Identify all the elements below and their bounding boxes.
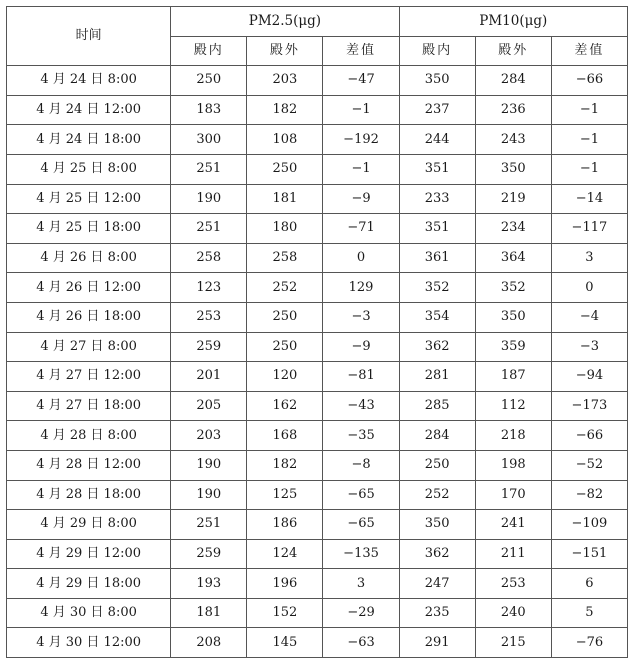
- pm10-outside-cell: 187: [475, 362, 551, 392]
- pm25-outside-header: 殿外: [247, 36, 323, 66]
- pm10-diff-cell: −109: [551, 510, 627, 540]
- pm25-inside-cell: 203: [171, 421, 247, 451]
- pm10-inside-header: 殿内: [399, 36, 475, 66]
- pm25-diff-cell: 3: [323, 569, 399, 599]
- pm10-group-header: PM10(μg): [399, 7, 627, 37]
- pm25-outside-cell: 152: [247, 598, 323, 628]
- pm10-outside-cell: 359: [475, 332, 551, 362]
- pm10-diff-cell: −66: [551, 421, 627, 451]
- pm10-inside-cell: 350: [399, 510, 475, 540]
- pm10-inside-cell: 250: [399, 450, 475, 480]
- pm10-diff-cell: −66: [551, 66, 627, 96]
- time-cell: 4 月 24 日 8:00: [7, 66, 171, 96]
- pm10-outside-cell: 364: [475, 243, 551, 273]
- pm25-inside-cell: 190: [171, 184, 247, 214]
- pm25-outside-cell: 203: [247, 66, 323, 96]
- time-cell: 4 月 30 日 12:00: [7, 628, 171, 658]
- pm10-inside-cell: 291: [399, 628, 475, 658]
- table-row: [7, 569, 628, 599]
- pm25-outside-cell: 120: [247, 362, 323, 392]
- pm25-outside-cell: 250: [247, 154, 323, 184]
- pm25-inside-cell: 193: [171, 569, 247, 599]
- pm10-outside-cell: 352: [475, 273, 551, 303]
- table-row: [7, 391, 628, 421]
- time-cell: 4 月 26 日 12:00: [7, 273, 171, 303]
- pm10-inside-cell: 233: [399, 184, 475, 214]
- pm25-outside-cell: 182: [247, 95, 323, 125]
- pm25-inside-cell: 251: [171, 510, 247, 540]
- pm25-inside-cell: 190: [171, 480, 247, 510]
- pm10-outside-cell: 219: [475, 184, 551, 214]
- pm10-diff-cell: −1: [551, 154, 627, 184]
- pm10-outside-cell: 236: [475, 95, 551, 125]
- pm10-inside-cell: 281: [399, 362, 475, 392]
- pm25-outside-cell: 181: [247, 184, 323, 214]
- pm25-outside-cell: 250: [247, 302, 323, 332]
- table-row: [7, 243, 628, 273]
- time-cell: 4 月 29 日 12:00: [7, 539, 171, 569]
- pm25-group-header: PM2.5(μg): [171, 7, 399, 37]
- pm10-diff-cell: −173: [551, 391, 627, 421]
- pm25-diff-cell: 0: [323, 243, 399, 273]
- table-body: [7, 66, 628, 658]
- pm25-outside-cell: 252: [247, 273, 323, 303]
- pm25-outside-cell: 145: [247, 628, 323, 658]
- pm10-outside-cell: 350: [475, 154, 551, 184]
- pm25-outside-cell: 250: [247, 332, 323, 362]
- pm10-outside-cell: 218: [475, 421, 551, 451]
- pm10-inside-cell: 252: [399, 480, 475, 510]
- pm25-diff-cell: −1: [323, 95, 399, 125]
- pm25-outside-cell: 258: [247, 243, 323, 273]
- pm10-outside-cell: 284: [475, 66, 551, 96]
- pm25-outside-cell: 182: [247, 450, 323, 480]
- header-row-groups: [7, 7, 628, 37]
- pm25-inside-cell: 259: [171, 539, 247, 569]
- table-row: [7, 421, 628, 451]
- pm25-diff-cell: −135: [323, 539, 399, 569]
- pm25-inside-header: 殿内: [171, 36, 247, 66]
- table-row: [7, 539, 628, 569]
- pm10-outside-cell: 253: [475, 569, 551, 599]
- pm25-diff-cell: −35: [323, 421, 399, 451]
- table-row: [7, 154, 628, 184]
- time-cell: 4 月 27 日 18:00: [7, 391, 171, 421]
- table-row: [7, 480, 628, 510]
- table-header: [7, 7, 628, 66]
- pm25-outside-cell: 186: [247, 510, 323, 540]
- pm25-diff-cell: −1: [323, 154, 399, 184]
- pm25-inside-cell: 201: [171, 362, 247, 392]
- pm25-diff-cell: −192: [323, 125, 399, 155]
- pm10-inside-cell: 352: [399, 273, 475, 303]
- pm10-outside-cell: 243: [475, 125, 551, 155]
- pm25-inside-cell: 123: [171, 273, 247, 303]
- pm10-inside-cell: 354: [399, 302, 475, 332]
- table-row: [7, 450, 628, 480]
- pm10-inside-cell: 284: [399, 421, 475, 451]
- pm10-inside-cell: 237: [399, 95, 475, 125]
- table-row: [7, 214, 628, 244]
- pm25-outside-cell: 108: [247, 125, 323, 155]
- pm10-diff-cell: 6: [551, 569, 627, 599]
- pm10-inside-cell: 350: [399, 66, 475, 96]
- pm25-outside-cell: 180: [247, 214, 323, 244]
- pm10-diff-cell: −94: [551, 362, 627, 392]
- table-row: [7, 332, 628, 362]
- time-column-header: 时间: [7, 7, 171, 66]
- table-row: [7, 628, 628, 658]
- time-cell: 4 月 30 日 8:00: [7, 598, 171, 628]
- pm25-diff-cell: −9: [323, 184, 399, 214]
- pm10-outside-cell: 211: [475, 539, 551, 569]
- pm10-diff-cell: −3: [551, 332, 627, 362]
- time-cell: 4 月 27 日 8:00: [7, 332, 171, 362]
- pm10-outside-header: 殿外: [475, 36, 551, 66]
- pm10-outside-cell: 112: [475, 391, 551, 421]
- pm25-inside-cell: 253: [171, 302, 247, 332]
- time-cell: 4 月 25 日 18:00: [7, 214, 171, 244]
- pm10-diff-cell: 5: [551, 598, 627, 628]
- pm25-inside-cell: 208: [171, 628, 247, 658]
- pm10-outside-cell: 215: [475, 628, 551, 658]
- pm10-outside-cell: 234: [475, 214, 551, 244]
- pm10-inside-cell: 361: [399, 243, 475, 273]
- pm10-diff-header: 差值: [551, 36, 627, 66]
- pm25-diff-cell: −3: [323, 302, 399, 332]
- pm25-inside-cell: 258: [171, 243, 247, 273]
- pm10-inside-cell: 351: [399, 154, 475, 184]
- pm25-diff-cell: −29: [323, 598, 399, 628]
- table-row: [7, 510, 628, 540]
- pm10-diff-cell: −4: [551, 302, 627, 332]
- pm25-diff-cell: −47: [323, 66, 399, 96]
- pm10-inside-cell: 247: [399, 569, 475, 599]
- pm25-outside-cell: 162: [247, 391, 323, 421]
- time-cell: 4 月 27 日 12:00: [7, 362, 171, 392]
- time-cell: 4 月 28 日 18:00: [7, 480, 171, 510]
- time-cell: 4 月 24 日 18:00: [7, 125, 171, 155]
- pm25-diff-header: 差值: [323, 36, 399, 66]
- table-row: [7, 66, 628, 96]
- table-row: [7, 125, 628, 155]
- pm10-inside-cell: 362: [399, 332, 475, 362]
- pm10-diff-cell: −117: [551, 214, 627, 244]
- pm25-inside-cell: 205: [171, 391, 247, 421]
- pm10-diff-cell: −1: [551, 125, 627, 155]
- pm25-diff-cell: −71: [323, 214, 399, 244]
- pm25-diff-cell: 129: [323, 273, 399, 303]
- pm10-inside-cell: 362: [399, 539, 475, 569]
- pm10-diff-cell: −82: [551, 480, 627, 510]
- pm25-inside-cell: 181: [171, 598, 247, 628]
- table-row: [7, 598, 628, 628]
- table-row: [7, 184, 628, 214]
- time-cell: 4 月 26 日 18:00: [7, 302, 171, 332]
- pm10-outside-cell: 198: [475, 450, 551, 480]
- pm25-diff-cell: −43: [323, 391, 399, 421]
- pm10-outside-cell: 170: [475, 480, 551, 510]
- time-cell: 4 月 26 日 8:00: [7, 243, 171, 273]
- time-cell: 4 月 24 日 12:00: [7, 95, 171, 125]
- table-row: [7, 362, 628, 392]
- pm25-outside-cell: 125: [247, 480, 323, 510]
- pm25-inside-cell: 259: [171, 332, 247, 362]
- pm10-outside-cell: 350: [475, 302, 551, 332]
- pm10-diff-cell: −151: [551, 539, 627, 569]
- pm25-outside-cell: 168: [247, 421, 323, 451]
- pm10-diff-cell: −52: [551, 450, 627, 480]
- pm10-inside-cell: 285: [399, 391, 475, 421]
- pm10-inside-cell: 244: [399, 125, 475, 155]
- pm25-diff-cell: −63: [323, 628, 399, 658]
- pm10-outside-cell: 241: [475, 510, 551, 540]
- time-cell: 4 月 28 日 8:00: [7, 421, 171, 451]
- pm25-diff-cell: −9: [323, 332, 399, 362]
- pm25-inside-cell: 300: [171, 125, 247, 155]
- pm10-diff-cell: 3: [551, 243, 627, 273]
- time-cell: 4 月 29 日 8:00: [7, 510, 171, 540]
- pm25-inside-cell: 190: [171, 450, 247, 480]
- pm10-diff-cell: −76: [551, 628, 627, 658]
- pm25-inside-cell: 250: [171, 66, 247, 96]
- pm25-diff-cell: −8: [323, 450, 399, 480]
- time-cell: 4 月 25 日 12:00: [7, 184, 171, 214]
- pm10-diff-cell: 0: [551, 273, 627, 303]
- pm10-outside-cell: 240: [475, 598, 551, 628]
- pm25-diff-cell: −81: [323, 362, 399, 392]
- pm25-diff-cell: −65: [323, 510, 399, 540]
- time-cell: 4 月 29 日 18:00: [7, 569, 171, 599]
- table-row: [7, 273, 628, 303]
- pm10-inside-cell: 235: [399, 598, 475, 628]
- air-quality-table: [6, 6, 628, 658]
- pm25-inside-cell: 183: [171, 95, 247, 125]
- pm25-inside-cell: 251: [171, 214, 247, 244]
- table-row: [7, 302, 628, 332]
- pm25-inside-cell: 251: [171, 154, 247, 184]
- time-cell: 4 月 28 日 12:00: [7, 450, 171, 480]
- pm25-diff-cell: −65: [323, 480, 399, 510]
- pm25-outside-cell: 196: [247, 569, 323, 599]
- table-row: [7, 95, 628, 125]
- time-cell: 4 月 25 日 8:00: [7, 154, 171, 184]
- pm10-inside-cell: 351: [399, 214, 475, 244]
- pm10-diff-cell: −1: [551, 95, 627, 125]
- pm25-outside-cell: 124: [247, 539, 323, 569]
- pm10-diff-cell: −14: [551, 184, 627, 214]
